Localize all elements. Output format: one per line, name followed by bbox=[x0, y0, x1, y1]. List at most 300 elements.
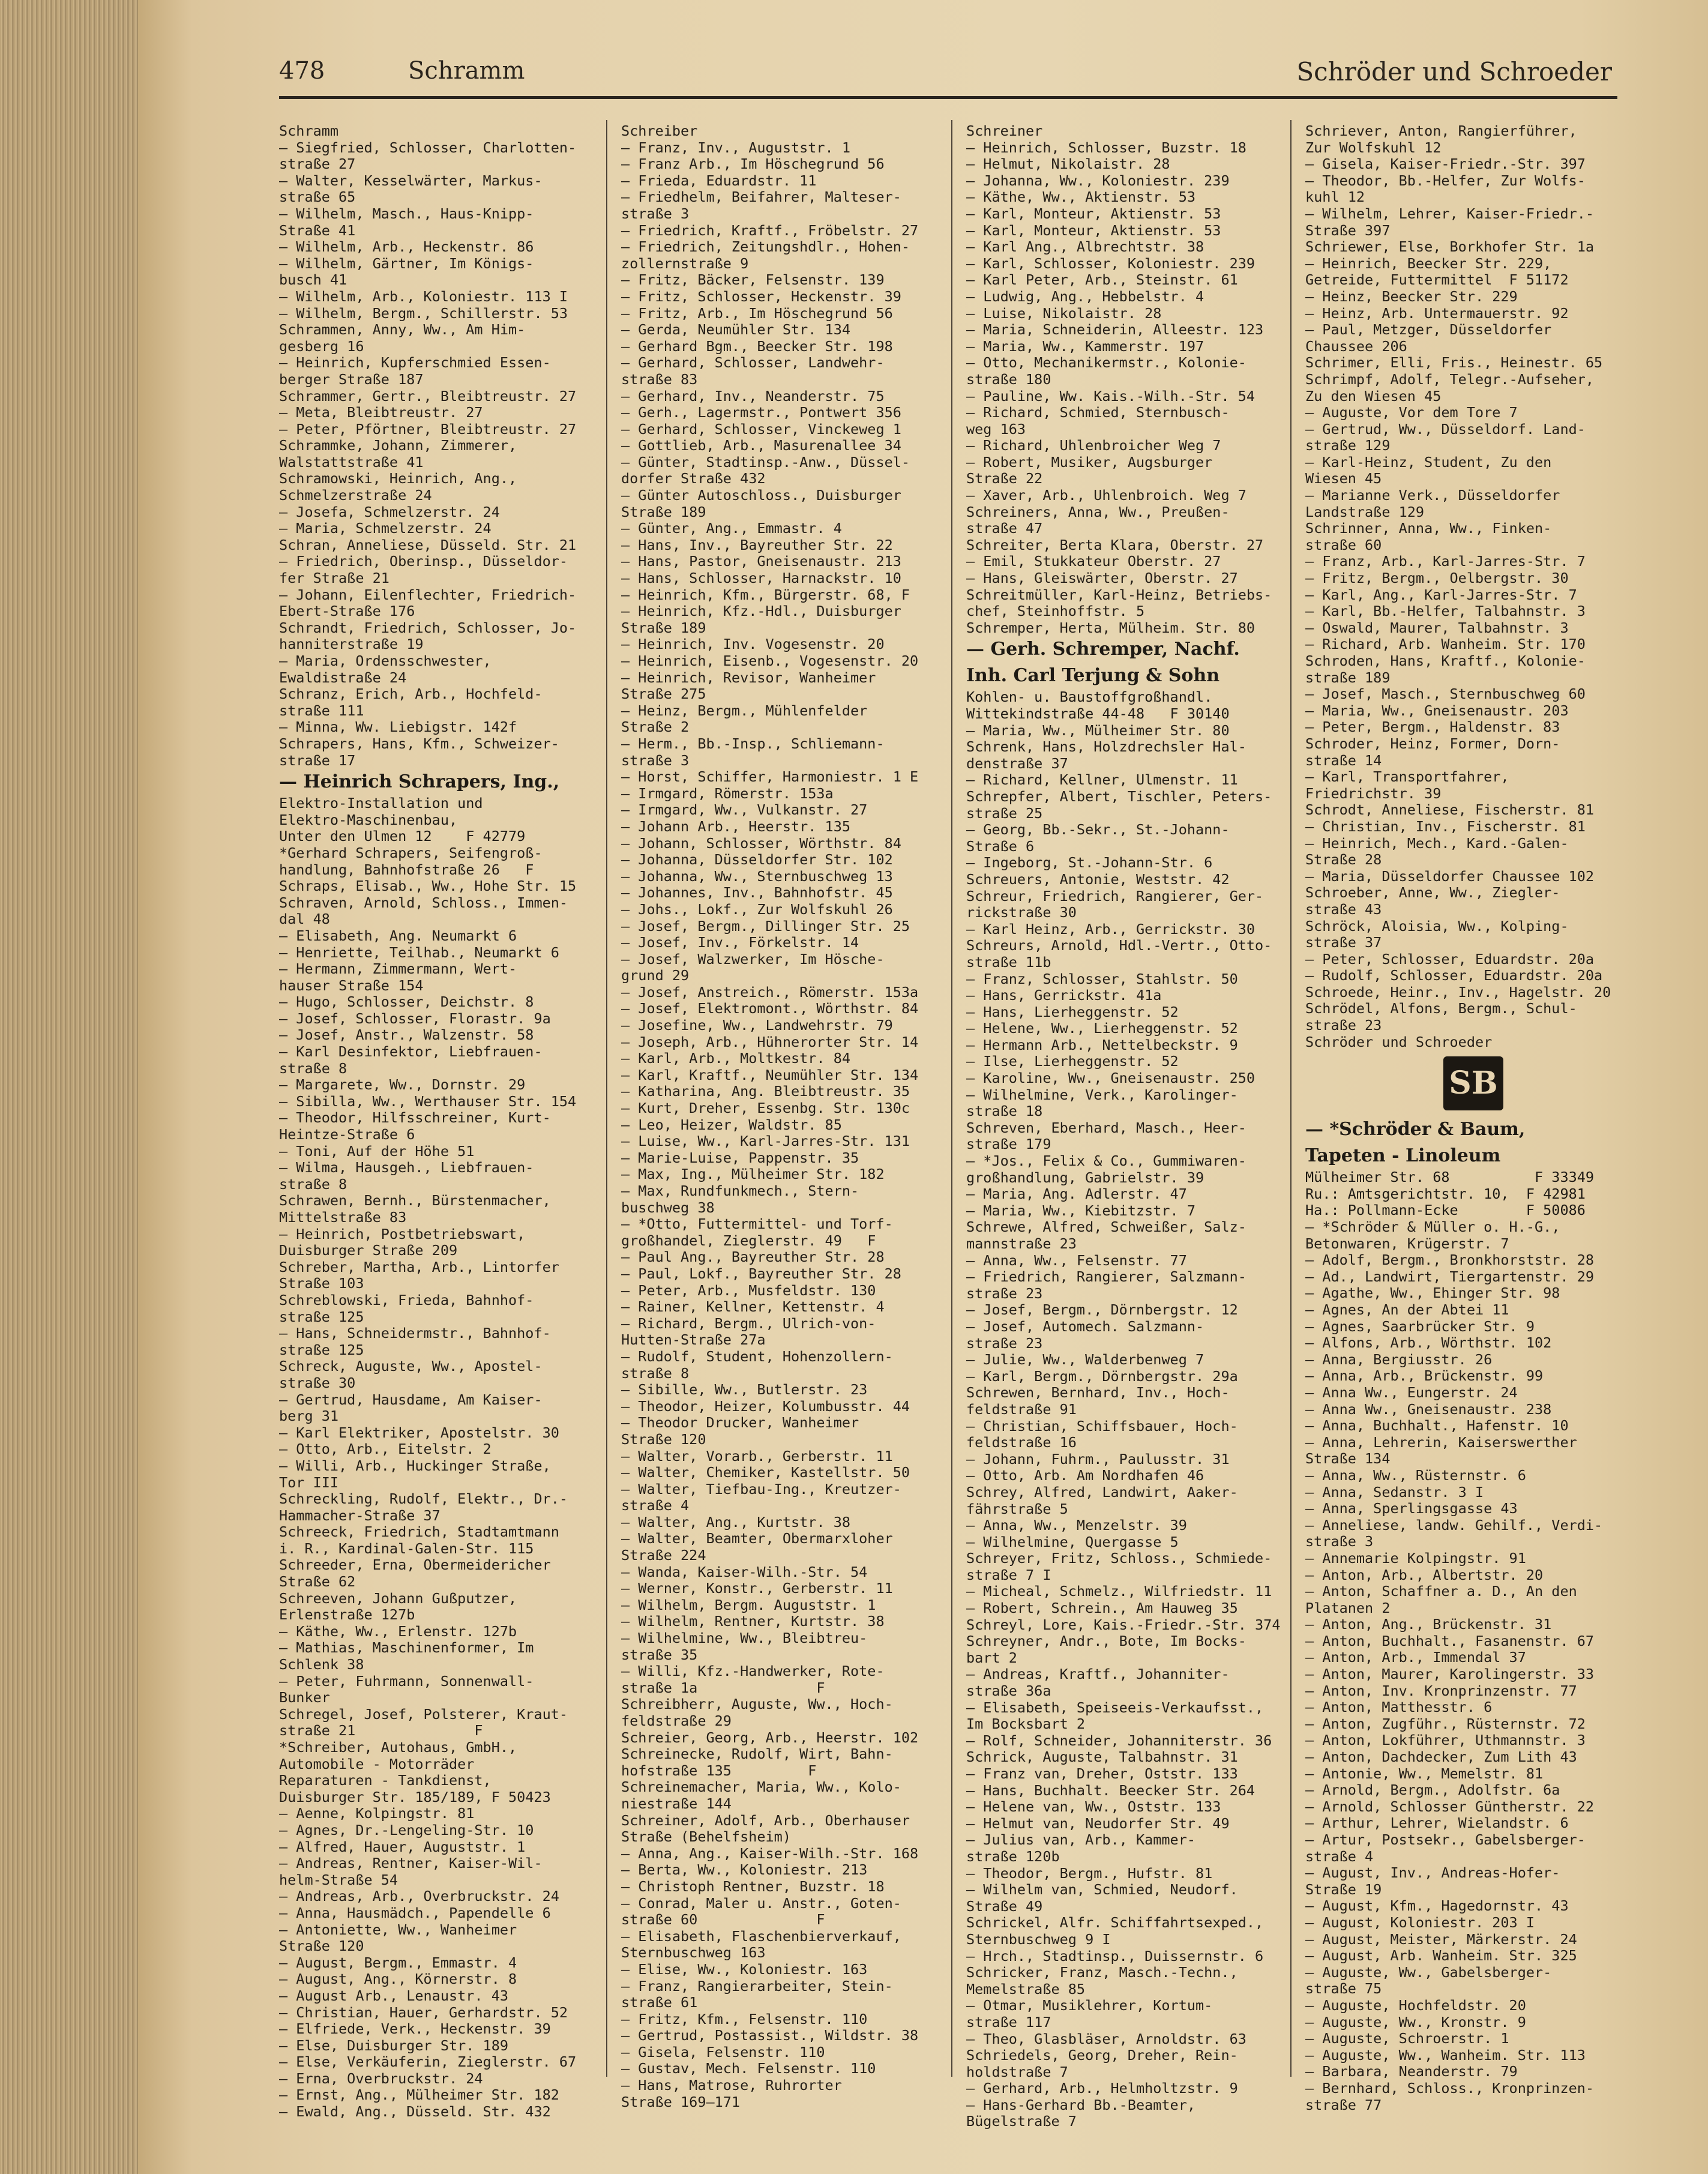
directory-entry-line: Straße 49 bbox=[966, 1898, 1043, 1915]
directory-entry-line: — August, Koloniestr. 203 I bbox=[1305, 1914, 1535, 1931]
directory-entry-line: straße 25 bbox=[966, 805, 1043, 822]
directory-entry-line: — Werner, Konstr., Gerberstr. 11 bbox=[621, 1580, 893, 1597]
directory-entry-line: großhandel, Zieglerstr. 49 F bbox=[621, 1232, 876, 1249]
directory-entry-line: Straße 224 bbox=[621, 1547, 706, 1564]
directory-entry-line: straße 14 bbox=[1305, 752, 1382, 769]
header-rule bbox=[279, 96, 1617, 99]
directory-entry-line: Platanen 2 bbox=[1305, 1600, 1391, 1616]
directory-entry-line: straße 11b bbox=[966, 954, 1051, 971]
advertisement-line: Ha.: Pollmann-Ecke F 50086 bbox=[1305, 1202, 1586, 1219]
directory-entry-line: straße 189 bbox=[1305, 669, 1391, 686]
directory-entry-line: — Franz, Schlosser, Stahlstr. 50 bbox=[966, 971, 1238, 987]
directory-entry-line: — Berta, Ww., Koloniestr. 213 bbox=[621, 1862, 868, 1879]
directory-entry-line: — Annemarie Kolpingstr. 91 bbox=[1305, 1550, 1526, 1567]
directory-entry-line: dal 48 bbox=[279, 911, 330, 928]
directory-entry-line: Reparaturen - Tankdienst, bbox=[279, 1772, 492, 1789]
directory-entry-line: Straße 189 bbox=[621, 619, 706, 636]
directory-entry-line: — Fritz, Bergm., Oelbergstr. 30 bbox=[1305, 570, 1569, 587]
directory-entry-line: straße 3 bbox=[1305, 1534, 1374, 1550]
directory-entry-line: — Heinz, Arb. Untermauerstr. 92 bbox=[1305, 305, 1569, 322]
directory-entry-line: — Robert, Musiker, Augsburger bbox=[966, 454, 1213, 471]
directory-entry-line: Schrapers, Hans, Kfm., Schweizer- bbox=[279, 735, 559, 752]
directory-entry-line: — Christoph Rentner, Buzstr. 18 bbox=[621, 1878, 885, 1895]
directory-entry-line: Schrandt, Friedrich, Schlosser, Jo- bbox=[279, 619, 577, 636]
directory-entry-line: Schreiter, Berta Klara, Oberstr. 27 bbox=[966, 537, 1264, 553]
directory-entry-line: — Christian, Hauer, Gerhardstr. 52 bbox=[279, 2004, 568, 2021]
directory-entry-line: — Peter, Fuhrmann, Sonnenwall- bbox=[279, 1673, 534, 1690]
directory-entry-line: Schrawen, Bernh., Bürstenmacher, bbox=[279, 1193, 551, 1209]
directory-entry-line: — Anna, Lehrerin, Kaiserswerther bbox=[1305, 1434, 1577, 1451]
directory-entry-line: — Helmut van, Neudorfer Str. 49 bbox=[966, 1815, 1230, 1832]
directory-entry-line: — Josef, Automech. Salzmann- bbox=[966, 1318, 1204, 1335]
directory-entry-line: — Luise, Nikolaistr. 28 bbox=[966, 305, 1162, 322]
directory-entry-line: — August, Meister, Märkerstr. 24 bbox=[1305, 1931, 1577, 1948]
directory-entry-line: — Anna, Ang., Kaiser-Wilh.-Str. 168 bbox=[621, 1845, 919, 1862]
directory-entry-line: — Helene van, Ww., Oststr. 133 bbox=[966, 1799, 1221, 1816]
directory-entry-line: — Xaver, Arb., Uhlenbroich. Weg 7 bbox=[966, 487, 1246, 504]
directory-entry-line: Duisburger Str. 185/189, F 50423 bbox=[279, 1789, 551, 1805]
advertisement-line: Elektro-Installation und bbox=[279, 795, 483, 812]
directory-entry-line: — Karl, Arb., Moltkestr. 84 bbox=[621, 1050, 851, 1067]
directory-entry-line: — Auguste, Ww., Kronstr. 9 bbox=[1305, 2014, 1526, 2031]
directory-entry-line: — Hans, Pastor, Gneisenaustr. 213 bbox=[621, 553, 901, 570]
directory-entry-line: Straße 120 bbox=[621, 1431, 706, 1448]
directory-column-2 bbox=[621, 123, 942, 2110]
directory-entry-line: — Elisabeth, Ang. Neumarkt 6 bbox=[279, 927, 517, 944]
directory-entry-line: Chaussee 206 bbox=[1305, 338, 1407, 355]
column-divider bbox=[951, 120, 952, 2077]
directory-entry-line: — Richard, Uhlenbroicher Weg 7 bbox=[966, 438, 1221, 454]
directory-entry-line: Schreven, Eberhard, Masch., Heer- bbox=[966, 1119, 1246, 1136]
directory-entry-line: — Franz Arb., Im Höschegrund 56 bbox=[621, 156, 885, 173]
directory-entry-line: — Henriette, Teilhab., Neumarkt 6 bbox=[279, 944, 559, 961]
directory-entry-line: Schreitmüller, Karl-Heinz, Betriebs- bbox=[966, 586, 1272, 603]
directory-entry-line: — Gerhard, Inv., Neanderstr. 75 bbox=[621, 388, 885, 405]
advertisement-entry bbox=[279, 769, 600, 845]
directory-entry-line: Schreier, Georg, Arb., Heerstr. 102 bbox=[621, 1729, 919, 1746]
directory-entry-line: Schreibherr, Auguste, Ww., Hoch- bbox=[621, 1696, 893, 1713]
directory-entry-line: Schreckling, Rudolf, Elektr., Dr.- bbox=[279, 1491, 568, 1508]
directory-entry-line: — Wilhelmine, Quergasse 5 bbox=[966, 1534, 1179, 1550]
directory-entry-line: — Christian, Schiffsbauer, Hoch- bbox=[966, 1418, 1238, 1435]
directory-entry-line: — Karl Elektriker, Apostelstr. 30 bbox=[279, 1424, 559, 1441]
directory-entry-line: straße 1a F bbox=[621, 1679, 825, 1696]
directory-entry-line: — Julie, Ww., Walderbenweg 7 bbox=[966, 1352, 1204, 1369]
directory-entry-line: — Anneliese, landw. Gehilf., Verdi- bbox=[1305, 1517, 1603, 1534]
directory-entry-line: Straße 28 bbox=[1305, 852, 1382, 869]
directory-entry-line: — Andreas, Rentner, Kaiser-Wil- bbox=[279, 1855, 543, 1872]
directory-entry-line: chef, Steinhoffstr. 5 bbox=[966, 603, 1145, 620]
directory-entry-line: — Friedrich, Rangierer, Salzmann- bbox=[966, 1269, 1246, 1286]
directory-entry-line: — Anna, Bergiusstr. 26 bbox=[1305, 1351, 1493, 1368]
advertisement-heading: Inh. Carl Terjung & Sohn bbox=[966, 665, 1220, 687]
directory-entry-line: — Maria, Ww., Kiebitzstr. 7 bbox=[966, 1202, 1196, 1219]
advertisement-entry bbox=[1305, 1056, 1626, 1219]
directory-entry-line: — Maria, Ww., Mülheimer Str. 80 bbox=[966, 722, 1230, 739]
directory-entry-line: — Minna, Ww. Liebigstr. 142f bbox=[279, 719, 517, 736]
directory-entry-line: straße 3 bbox=[621, 205, 690, 222]
directory-entry-line: — Anton, Arb., Albertstr. 20 bbox=[1305, 1567, 1544, 1583]
directory-entry-line: — Wanda, Kaiser-Wilh.-Str. 54 bbox=[621, 1564, 868, 1580]
directory-entry-line: — Johann Arb., Heerstr. 135 bbox=[621, 818, 851, 835]
directory-entry-line: — Josef, Anstreich., Römerstr. 153a bbox=[621, 984, 919, 1001]
directory-entry-line: Heintze-Straße 6 bbox=[279, 1127, 415, 1143]
directory-entry-line: Schreurs, Arnold, Hdl.-Vertr., Otto- bbox=[966, 938, 1272, 954]
company-logo: SB bbox=[1443, 1056, 1503, 1110]
directory-entry-line: — Anton, Maurer, Karolingerstr. 33 bbox=[1305, 1666, 1595, 1683]
directory-entry-line: — Hans, Schneidermstr., Bahnhof- bbox=[279, 1325, 551, 1342]
directory-column-4 bbox=[1305, 123, 1626, 2113]
directory-entry-line: — Hans, Inv., Bayreuther Str. 22 bbox=[621, 537, 893, 553]
advertisement-line: Kohlen- u. Baustoffgroßhandl. bbox=[966, 689, 1213, 706]
directory-entry-line: straße 8 bbox=[621, 1365, 690, 1382]
directory-entry-line: — Hermann Arb., Nettelbeckstr. 9 bbox=[966, 1037, 1238, 1053]
directory-entry-line: — Wilhelm, Bergm., Schillerstr. 53 bbox=[279, 305, 568, 322]
directory-entry-line: — Else, Duisburger Str. 189 bbox=[279, 2037, 509, 2054]
directory-entry-line: Schreyner, Andr., Bote, Im Bocks- bbox=[966, 1633, 1246, 1650]
directory-entry-line: — Heinrich, Postbetriebswart, bbox=[279, 1226, 526, 1242]
directory-entry-line: — Gottlieb, Arb., Masurenallee 34 bbox=[621, 438, 901, 454]
directory-entry-line: — Wilhelm, Arb., Koloniestr. 113 I bbox=[279, 288, 568, 305]
directory-entry-line: Schrepfer, Albert, Tischler, Peters- bbox=[966, 788, 1272, 805]
directory-entry-line: — Heinrich, Beecker Str. 229, bbox=[1305, 255, 1552, 272]
directory-entry-line: — Auguste, Hochfeldstr. 20 bbox=[1305, 1997, 1526, 2014]
directory-entry-line: — Anna, Ww., Rüsternstr. 6 bbox=[1305, 1467, 1526, 1484]
directory-entry-line: grund 29 bbox=[621, 968, 690, 984]
directory-entry-line: — Willi, Kfz.-Handwerker, Rote- bbox=[621, 1663, 885, 1680]
directory-entry-line: — Pauline, Ww. Kais.-Wilh.-Str. 54 bbox=[966, 388, 1255, 405]
directory-entry-line: — Maria, Ang. Adlerstr. 47 bbox=[966, 1186, 1187, 1203]
directory-entry-line: — Max, Rundfunkmech., Stern- bbox=[621, 1183, 859, 1199]
directory-entry-line: — Hans, Matrose, Ruhrorter bbox=[621, 2077, 842, 2094]
directory-entry-line: — Josef, Elektromont., Wörthstr. 84 bbox=[621, 1001, 919, 1017]
directory-entry-line: — Auguste, Schroerstr. 1 bbox=[1305, 2031, 1509, 2047]
directory-entry-line: — Hugo, Schlosser, Deichstr. 8 bbox=[279, 994, 534, 1011]
directory-entry-line: — Karl, Monteur, Aktienstr. 53 bbox=[966, 205, 1221, 222]
directory-entry-line: straße 23 bbox=[966, 1335, 1043, 1352]
directory-entry-line: — August Arb., Lenaustr. 43 bbox=[279, 1987, 509, 2004]
directory-entry-line: Schreiner, Adolf, Arb., Oberhauser bbox=[621, 1812, 910, 1829]
directory-entry-line: Schmelzerstraße 24 bbox=[279, 487, 432, 504]
directory-entry-line: Straße 22 bbox=[966, 471, 1043, 487]
directory-entry-line: — Arthur, Lehrer, Wielandstr. 6 bbox=[1305, 1815, 1569, 1832]
directory-entry-line: — Hans, Schlosser, Harnackstr. 10 bbox=[621, 570, 901, 587]
directory-entry-line: Schröder und Schroeder bbox=[1305, 1034, 1493, 1050]
directory-entry-line: straße 43 bbox=[1305, 901, 1382, 918]
directory-entry-line: — Anna, Hausmädch., Papendelle 6 bbox=[279, 1905, 551, 1921]
directory-entry-line: — Günter Autoschloss., Duisburger bbox=[621, 487, 901, 504]
directory-entry-line: Schrey, Alfred, Landwirt, Aaker- bbox=[966, 1484, 1238, 1501]
directory-entry-line: — Paul, Metzger, Düsseldorfer bbox=[1305, 322, 1552, 339]
directory-entry-line: Schreiber bbox=[621, 123, 698, 139]
directory-entry-line: Ewaldistraße 24 bbox=[279, 669, 407, 686]
directory-entry-line: — Rainer, Kellner, Kettenstr. 4 bbox=[621, 1299, 885, 1316]
directory-entry-line: Straße 134 bbox=[1305, 1451, 1391, 1468]
directory-entry-line: — Otto, Arb., Eitelstr. 2 bbox=[279, 1441, 492, 1458]
directory-entry-line: straße 60 bbox=[1305, 537, 1382, 553]
directory-entry-line: — Fritz, Kfm., Felsenstr. 110 bbox=[621, 2011, 868, 2028]
directory-entry-line: gesberg 16 bbox=[279, 338, 364, 355]
directory-entry-line: — Elise, Ww., Koloniestr. 163 bbox=[621, 1961, 868, 1978]
directory-entry-line: — Richard, Kellner, Ulmenstr. 11 bbox=[966, 772, 1238, 789]
directory-entry-line: — Heinrich, Eisenb., Vogesenstr. 20 bbox=[621, 653, 919, 669]
directory-entry-line: — Gertrud, Postassist., Wildstr. 38 bbox=[621, 2028, 919, 2044]
directory-entry-line: Schrenk, Hans, Holzdrechsler Hal- bbox=[966, 739, 1246, 756]
directory-entry-line: straße 111 bbox=[279, 702, 364, 719]
directory-entry-line: — Theodor, Heizer, Kolumbusstr. 44 bbox=[621, 1398, 910, 1415]
directory-entry-line: — Paul, Lokf., Bayreuther Str. 28 bbox=[621, 1265, 901, 1282]
directory-entry-line: dorfer Straße 432 bbox=[621, 471, 766, 487]
directory-entry-line: — Gustav, Mech. Felsenstr. 110 bbox=[621, 2061, 876, 2077]
directory-entry-line: — Friedrich, Oberinsp., Düsseldor- bbox=[279, 553, 568, 570]
directory-entry-line: — Franz, Inv., Auguststr. 1 bbox=[621, 139, 851, 156]
directory-entry-line: denstraße 37 bbox=[966, 755, 1068, 772]
directory-entry-line: — Maria, Schmelzerstr. 24 bbox=[279, 520, 492, 537]
directory-entry-line: — Otto, Mechanikermstr., Kolonie- bbox=[966, 355, 1246, 372]
directory-entry-line: — Rudolf, Schlosser, Eduardstr. 20a bbox=[1305, 968, 1603, 984]
directory-entry-line: Schreinecke, Rudolf, Wirt, Bahn- bbox=[621, 1746, 893, 1763]
directory-entry-line: helm-Straße 54 bbox=[279, 1871, 398, 1888]
directory-entry-line: straße 18 bbox=[966, 1103, 1043, 1120]
directory-entry-line: — Aenne, Kolpingstr. 81 bbox=[279, 1805, 475, 1822]
directory-entry-line: — Karl Heinz, Arb., Gerrickstr. 30 bbox=[966, 921, 1255, 938]
directory-entry-line: Schrinner, Anna, Ww., Finken- bbox=[1305, 520, 1552, 537]
directory-entry-line: Schrimer, Elli, Fris., Heinestr. 65 bbox=[1305, 355, 1603, 372]
directory-entry-line: Schranz, Erich, Arb., Hochfeld- bbox=[279, 686, 543, 703]
directory-entry-line: fährstraße 5 bbox=[966, 1501, 1068, 1517]
directory-entry-line: — Agnes, Saarbrücker Str. 9 bbox=[1305, 1318, 1535, 1335]
directory-entry-line: — Richard, Bergm., Ulrich-von- bbox=[621, 1315, 876, 1332]
directory-entry-line: Landstraße 129 bbox=[1305, 504, 1425, 520]
directory-entry-line: — Johanna, Ww., Koloniestr. 239 bbox=[966, 172, 1230, 189]
directory-entry-line: Schrewe, Alfred, Schweißer, Salz- bbox=[966, 1219, 1246, 1236]
directory-entry-line: — Agathe, Ww., Ehinger Str. 98 bbox=[1305, 1285, 1560, 1302]
directory-entry-line: straße 17 bbox=[279, 752, 356, 769]
directory-entry-line: straße 7 I bbox=[966, 1567, 1051, 1583]
directory-entry-line: straße 3 bbox=[621, 752, 690, 769]
directory-entry-line: — Hans, Buchhalt. Beecker Str. 264 bbox=[966, 1782, 1255, 1799]
directory-entry-line: — Friedrich, Zeitungshdlr., Hohen- bbox=[621, 239, 910, 256]
directory-entry-line: — Auguste, Vor dem Tore 7 bbox=[1305, 405, 1518, 421]
directory-entry-line: — Johanna, Düsseldorfer Str. 102 bbox=[621, 852, 893, 869]
directory-entry-line: Schraven, Arnold, Schloss., Immen- bbox=[279, 894, 568, 911]
directory-entry-line: — Gerhard, Arb., Helmholtzstr. 9 bbox=[966, 2080, 1238, 2097]
directory-entry-line: — Hans, Gerrickstr. 41a bbox=[966, 987, 1162, 1004]
directory-entry-line: straße 4 bbox=[1305, 1848, 1374, 1865]
advertisement-heading: Tapeten - Linoleum bbox=[1305, 1145, 1501, 1167]
directory-entry-line: — Elfriede, Verk., Heckenstr. 39 bbox=[279, 2021, 551, 2038]
directory-entry-line: — Karoline, Ww., Gneisenaustr. 250 bbox=[966, 1070, 1255, 1087]
directory-entry-line: — Paul Ang., Bayreuther Str. 28 bbox=[621, 1249, 885, 1266]
directory-entry-line: Erlenstraße 127b bbox=[279, 1607, 415, 1624]
directory-entry-line: — Rolf, Schneider, Johanniterstr. 36 bbox=[966, 1732, 1272, 1749]
directory-entry-line: — Gertrud, Hausdame, Am Kaiser- bbox=[279, 1391, 543, 1408]
directory-entry-line: — Franz, Rangierarbeiter, Stein- bbox=[621, 1978, 893, 1995]
directory-entry-line: feldstraße 91 bbox=[966, 1401, 1077, 1418]
directory-entry-line: — Josef, Bergm., Dillinger Str. 25 bbox=[621, 918, 910, 935]
directory-entry-line: — Peter, Arb., Musfeldstr. 130 bbox=[621, 1282, 876, 1299]
directory-entry-line: — August, Ang., Körnerstr. 8 bbox=[279, 1971, 517, 1988]
directory-entry-line: handlung, Bahnhofstraße 26 F bbox=[279, 861, 534, 878]
directory-entry-line: — Meta, Bleibtreustr. 27 bbox=[279, 405, 483, 421]
directory-entry-line: — Leo, Heizer, Waldstr. 85 bbox=[621, 1116, 842, 1133]
directory-entry-line: — Karl, Transportfahrer, bbox=[1305, 769, 1509, 786]
directory-entry-line: — Walter, Kesselwärter, Markus- bbox=[279, 172, 543, 189]
directory-entry-line: — Johanna, Ww., Sternbuschweg 13 bbox=[621, 868, 893, 885]
directory-entry-line: — Wilhelm, Arb., Heckenstr. 86 bbox=[279, 239, 534, 256]
directory-entry-line: — Josef, Masch., Sternbuschweg 60 bbox=[1305, 686, 1586, 703]
directory-entry-line: Schreber, Martha, Arb., Lintorfer bbox=[279, 1259, 559, 1275]
directory-entry-line: — Heinrich, Inv. Vogesenstr. 20 bbox=[621, 636, 885, 653]
directory-entry-line: — Gerhard Bgm., Beecker Str. 198 bbox=[621, 338, 893, 355]
directory-entry-line: buschweg 38 bbox=[621, 1199, 715, 1216]
advertisement-entry bbox=[966, 636, 1287, 722]
directory-entry-line: Schregel, Josef, Polsterer, Kraut- bbox=[279, 1706, 568, 1723]
directory-entry-line: weg 163 bbox=[966, 421, 1026, 438]
directory-entry-line: — Karl, Bergm., Dörnbergstr. 29a bbox=[966, 1368, 1238, 1385]
directory-entry-line: — Fritz, Schlosser, Heckenstr. 39 bbox=[621, 288, 901, 305]
directory-entry-line: — Kurt, Dreher, Essenbg. Str. 130c bbox=[621, 1100, 910, 1117]
directory-entry-line: straße 129 bbox=[1305, 438, 1391, 454]
directory-column-1 bbox=[279, 123, 600, 2121]
right-running-head: Schröder und Schroeder bbox=[1296, 57, 1612, 86]
directory-entry-line: — Arnold, Schlosser Güntherstr. 22 bbox=[1305, 1798, 1595, 1815]
directory-entry-line: — Hans-Gerhard Bb.-Beamter, bbox=[966, 2097, 1196, 2113]
directory-entry-line: Schreinemacher, Maria, Ww., Kolo- bbox=[621, 1779, 901, 1796]
directory-entry-line: Schreyl, Lore, Kais.-Friedr.-Str. 374 bbox=[966, 1616, 1281, 1633]
directory-entry-line: — Max, Ing., Mülheimer Str. 182 bbox=[621, 1166, 885, 1183]
directory-entry-line: — Ewald, Ang., Düsseld. Str. 432 bbox=[279, 2104, 551, 2121]
directory-entry-line: — Anton, Matthesstr. 6 bbox=[1305, 1699, 1493, 1716]
directory-entry-line: — Gertrud, Ww., Düsseldorf. Land- bbox=[1305, 421, 1586, 438]
directory-entry-line: Hutten-Straße 27a bbox=[621, 1332, 766, 1349]
directory-entry-line: — Ernst, Ang., Mülheimer Str. 182 bbox=[279, 2087, 559, 2104]
directory-entry-line: — Auguste, Ww., Wanheim. Str. 113 bbox=[1305, 2047, 1586, 2064]
directory-entry-line: — Wilhelm van, Schmied, Neudorf. bbox=[966, 1882, 1238, 1898]
directory-entry-line: Zur Wolfskuhl 12 bbox=[1305, 139, 1442, 156]
directory-entry-line: — Wilhelm, Masch., Haus-Knipp- bbox=[279, 205, 534, 222]
directory-entry-line: — Heinz, Bergm., Mühlenfelder bbox=[621, 702, 868, 719]
directory-entry-line: Automobile - Motorräder bbox=[279, 1756, 475, 1772]
directory-entry-line: — Johs., Lokf., Zur Wolfskuhl 26 bbox=[621, 901, 893, 918]
directory-entry-line: — Siegfried, Schlosser, Charlotten- bbox=[279, 139, 577, 156]
directory-entry-line: — Katharina, Ang. Bleibtreustr. 35 bbox=[621, 1083, 910, 1100]
directory-entry-line: — Robert, Schrein., Am Hauweg 35 bbox=[966, 1600, 1238, 1617]
directory-entry-line: — Maria, Düsseldorfer Chaussee 102 bbox=[1305, 868, 1595, 885]
directory-entry-line: — Alfred, Hauer, Auguststr. 1 bbox=[279, 1838, 526, 1855]
directory-entry-line: Straße 2 bbox=[621, 719, 690, 736]
directory-entry-line: — *Schröder & Müller o. H.-G., bbox=[1305, 1219, 1560, 1236]
directory-entry-line: — Anna, Ww., Menzelstr. 39 bbox=[966, 1517, 1187, 1534]
directory-entry-line: Straße 62 bbox=[279, 1574, 356, 1591]
directory-entry-line: straße 180 bbox=[966, 371, 1051, 388]
directory-entry-line: — Wilma, Hausgeh., Liebfrauen- bbox=[279, 1160, 534, 1176]
directory-entry-line: Schreck, Auguste, Ww., Apostel- bbox=[279, 1358, 543, 1375]
advertisement-line: Mülheimer Str. 68 F 33349 bbox=[1305, 1169, 1595, 1186]
directory-entry-line: hanniterstraße 19 bbox=[279, 636, 424, 653]
directory-entry-line: — Theodor Drucker, Wanheimer bbox=[621, 1415, 859, 1432]
directory-entry-line: Schriever, Anton, Rangierführer, bbox=[1305, 123, 1577, 139]
directory-entry-line: Straße 169–171 bbox=[621, 2094, 741, 2110]
directory-entry-line: — Luise, Ww., Karl-Jarres-Str. 131 bbox=[621, 1133, 910, 1150]
directory-entry-line: — Franz, Arb., Karl-Jarres-Str. 7 bbox=[1305, 553, 1586, 570]
directory-entry-line: — Anna, Buchhalt., Hafenstr. 10 bbox=[1305, 1418, 1569, 1435]
directory-entry-line: — Gisela, Felsenstr. 110 bbox=[621, 2044, 825, 2061]
directory-entry-line: — Ilse, Lierheggenstr. 52 bbox=[966, 1053, 1179, 1070]
directory-entry-line: Tor III bbox=[279, 1474, 339, 1491]
directory-entry-line: — Theo, Glasbläser, Arnoldstr. 63 bbox=[966, 2031, 1246, 2047]
directory-entry-line: — Johannes, Inv., Bahnhofstr. 45 bbox=[621, 885, 893, 902]
directory-entry-line: — Joseph, Arb., Hühnerorter Str. 14 bbox=[621, 1034, 919, 1050]
directory-entry-line: Straße 189 bbox=[621, 504, 706, 520]
directory-entry-line: — Rudolf, Student, Hohenzollern- bbox=[621, 1348, 893, 1365]
directory-entry-line: — Anton, Ang., Brückenstr. 31 bbox=[1305, 1616, 1552, 1633]
directory-entry-line: — Anton, Lokführer, Uthmannstr. 3 bbox=[1305, 1732, 1586, 1749]
directory-entry-line: — August, Bergm., Emmastr. 4 bbox=[279, 1954, 517, 1971]
directory-entry-line: — Karl, Ang., Karl-Jarres-Str. 7 bbox=[1305, 586, 1577, 603]
directory-entry-line: — Günter, Ang., Emmastr. 4 bbox=[621, 520, 842, 537]
directory-entry-line: — Maria, Schneiderin, Alleestr. 123 bbox=[966, 322, 1264, 339]
directory-entry-line: Sternbuschweg 9 I bbox=[966, 1931, 1111, 1948]
directory-entry-line: Schroden, Hans, Kraftf., Kolonie- bbox=[1305, 653, 1586, 669]
directory-entry-line: Schlenk 38 bbox=[279, 1657, 364, 1673]
directory-entry-line: — Gerda, Neumühler Str. 134 bbox=[621, 322, 851, 339]
directory-entry-line: — August, Arb. Wanheim. Str. 325 bbox=[1305, 1948, 1577, 1965]
directory-entry-line: Walstattstraße 41 bbox=[279, 454, 424, 471]
directory-entry-line: großhandlung, Gabrielstr. 39 bbox=[966, 1169, 1204, 1186]
directory-entry-line: — Georg, Bb.-Sekr., St.-Johann- bbox=[966, 822, 1230, 839]
directory-entry-line: — Hans, Lierheggenstr. 52 bbox=[966, 1004, 1179, 1020]
directory-entry-line: hauser Straße 154 bbox=[279, 977, 424, 994]
directory-entry-line: — Barbara, Neanderstr. 79 bbox=[1305, 2064, 1518, 2080]
directory-entry-line: Schrickel, Alfr. Schiffahrtsexped., bbox=[966, 1915, 1264, 1932]
directory-entry-line: Schrammke, Johann, Zimmerer, bbox=[279, 438, 517, 454]
directory-entry-line: — Karl, Bb.-Helfer, Talbahnstr. 3 bbox=[1305, 603, 1586, 620]
directory-entry-line: niestraße 144 bbox=[621, 1795, 732, 1812]
directory-entry-line: Duisburger Straße 209 bbox=[279, 1242, 458, 1259]
directory-entry-line: straße 23 bbox=[1305, 1017, 1382, 1034]
directory-entry-line: straße 35 bbox=[621, 1646, 698, 1663]
directory-entry-line: — Anna Ww., Eungerstr. 24 bbox=[1305, 1384, 1518, 1401]
directory-entry-line: — Anton, Buchhalt., Fasanenstr. 67 bbox=[1305, 1633, 1595, 1649]
directory-entry-line: — Gerhard, Schlosser, Vinckeweg 1 bbox=[621, 421, 901, 438]
directory-entry-line: hofstraße 135 F bbox=[621, 1762, 817, 1779]
directory-entry-line: — Sibilla, Ww., Werthauser Str. 154 bbox=[279, 1093, 577, 1110]
directory-entry-line: — Else, Verkäuferin, Zieglerstr. 67 bbox=[279, 2054, 577, 2071]
directory-entry-line: — Wilhelmine, Ww., Bleibtreu- bbox=[621, 1630, 868, 1647]
directory-entry-line: straße 61 bbox=[621, 1995, 698, 2011]
directory-entry-line: — *Otto, Futtermittel- und Torf- bbox=[621, 1216, 893, 1233]
directory-entry-line: Schroder, Heinz, Former, Dorn- bbox=[1305, 735, 1560, 752]
directory-entry-line: — August, Kfm., Hagedornstr. 43 bbox=[1305, 1898, 1569, 1915]
directory-entry-line: — Anna, Sperlingsgasse 43 bbox=[1305, 1501, 1518, 1517]
directory-entry-line: Schreiners, Anna, Ww., Preußen- bbox=[966, 504, 1230, 520]
directory-entry-line: — Käthe, Ww., Erlenstr. 127b bbox=[279, 1623, 517, 1640]
directory-entry-line: Schreeder, Erna, Obermeidericher bbox=[279, 1557, 551, 1574]
directory-entry-line: Im Bocksbart 2 bbox=[966, 1716, 1086, 1733]
directory-entry-line: — Frieda, Eduardstr. 11 bbox=[621, 172, 817, 189]
directory-entry-line: — Alfons, Arb., Wörthstr. 102 bbox=[1305, 1335, 1552, 1352]
directory-entry-line: zollernstraße 9 bbox=[621, 255, 749, 272]
directory-entry-line: Straße (Behelfsheim) bbox=[621, 1829, 791, 1846]
directory-entry-line: — Walter, Tiefbau-Ing., Kreutzer- bbox=[621, 1481, 901, 1498]
directory-entry-line: — Emil, Stukkateur Oberstr. 27 bbox=[966, 553, 1221, 570]
directory-entry-line: — Sibille, Ww., Butlerstr. 23 bbox=[621, 1382, 868, 1399]
directory-entry-line: — Irmgard, Ww., Vulkanstr. 27 bbox=[621, 802, 868, 819]
directory-entry-line: straße 36a bbox=[966, 1683, 1051, 1700]
directory-entry-line: busch 41 bbox=[279, 272, 347, 289]
directory-entry-line: — Anna, Sedanstr. 3 I bbox=[1305, 1484, 1484, 1501]
